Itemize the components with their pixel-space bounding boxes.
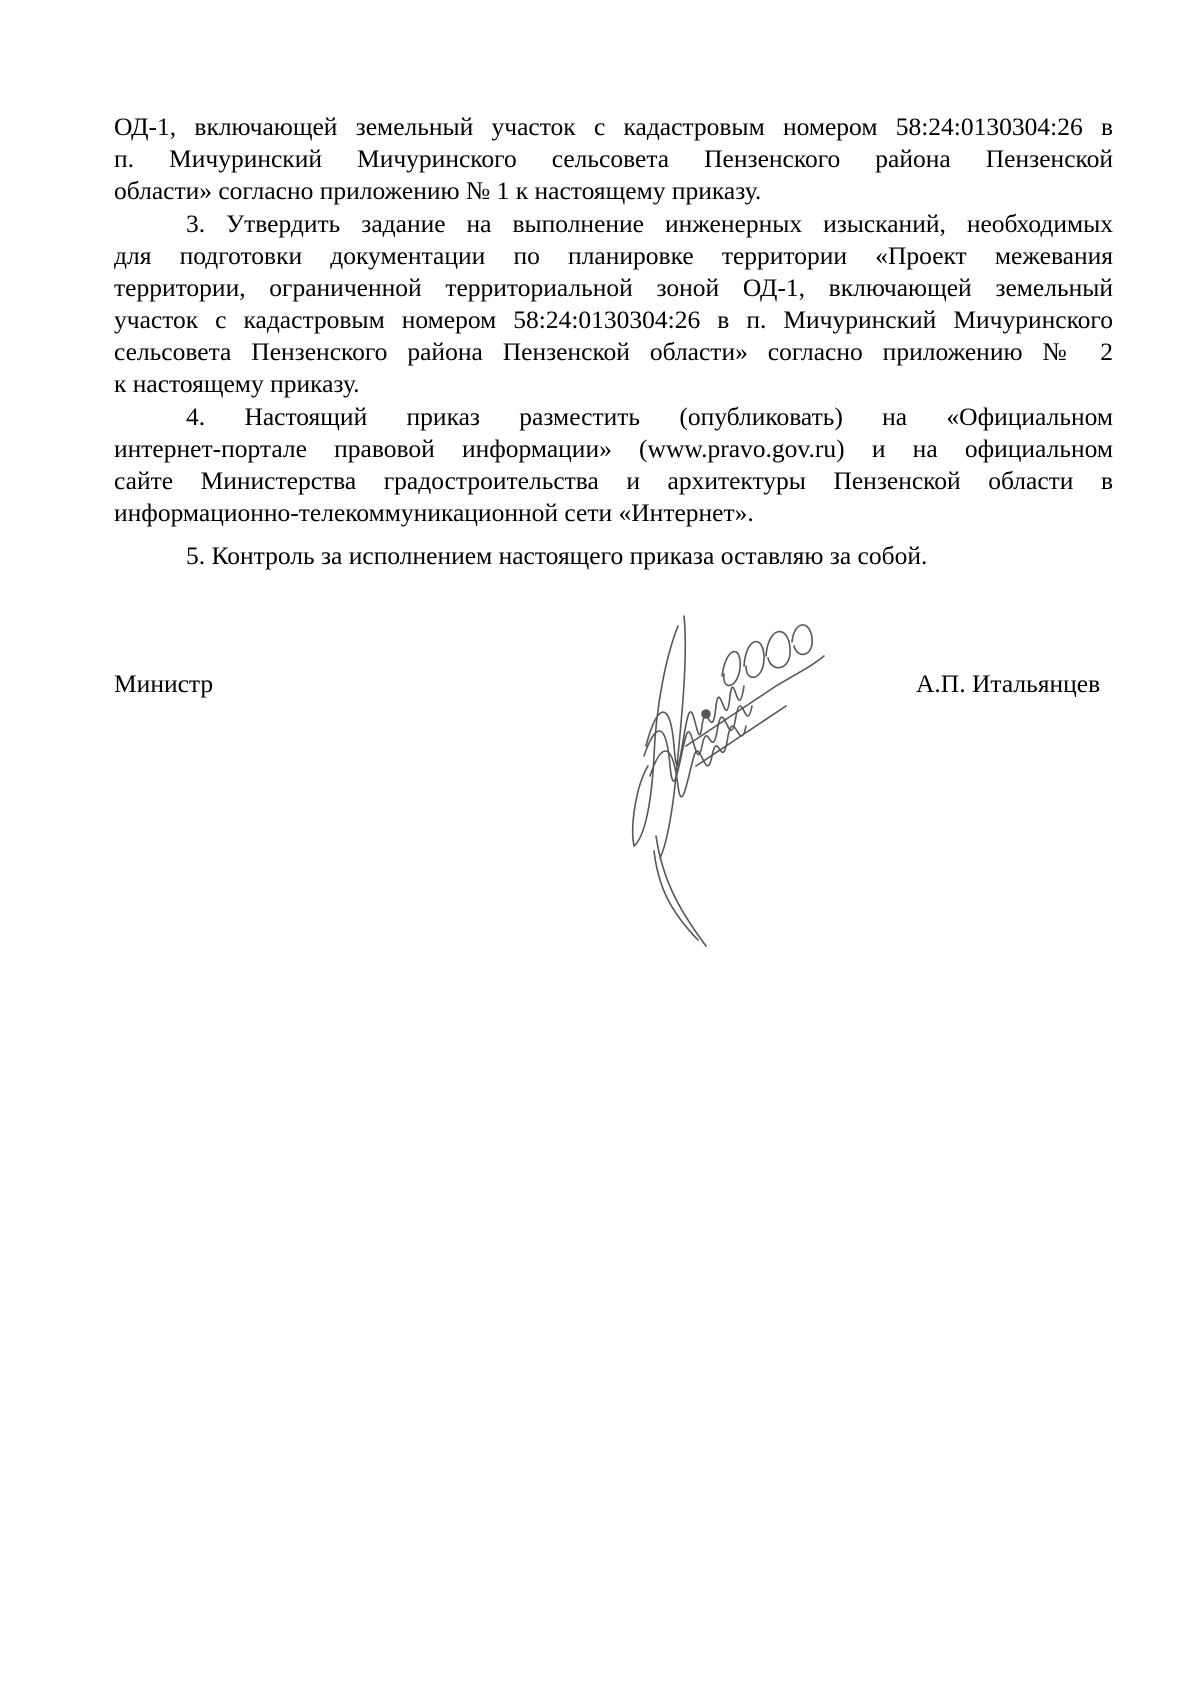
handwritten-signature-icon bbox=[626, 596, 836, 958]
paragraph-line: сельсовета Пензенского района Пензенской области» согласно приложению № 2 bbox=[114, 337, 1113, 366]
paragraph-line: ОД-1, включающей земельный участок с кадастровым номером 58:24:0130304:26 в bbox=[114, 112, 1113, 141]
paragraph-line: 4. Настоящий приказ разместить (опубликовать) на «Официальном bbox=[186, 402, 1113, 431]
paragraph-line: сайте Министерства градостроительства и архитектуры Пензенской области в bbox=[114, 466, 1113, 495]
paragraph-line: участок с кадастровым номером 58:24:0130304:26 в п. Мичуринский Мичуринского bbox=[114, 305, 1113, 334]
paragraph-line: территории, ограниченной территориальной зоной ОД-1, включающей земельный bbox=[114, 273, 1113, 302]
paragraph-line: интернет-портале правовой информации» (www.pravo.gov.ru) и на официальном bbox=[114, 434, 1113, 463]
paragraph-line: области» согласно приложению № 1 к настоящему приказу. bbox=[114, 176, 762, 205]
paragraph-line: п. Мичуринский Мичуринского сельсовета Пензенского района Пензенской bbox=[114, 144, 1113, 173]
paragraph-line: 5. Контроль за исполнением настоящего приказа оставляю за собой. bbox=[186, 541, 928, 570]
paragraph-line: к настоящему приказу. bbox=[114, 369, 360, 398]
paragraph-line: информационно-телекоммуникационной сети «Интернет». bbox=[114, 498, 754, 527]
paragraph-line: для подготовки документации по планировке территории «Проект межевания bbox=[114, 241, 1113, 270]
paragraph-line: 3. Утвердить задание на выполнение инженерных изысканий, необходимых bbox=[186, 209, 1113, 238]
signatory-name: А.П. Итальянцев bbox=[916, 669, 1101, 698]
signatory-position: Министр bbox=[114, 669, 214, 698]
